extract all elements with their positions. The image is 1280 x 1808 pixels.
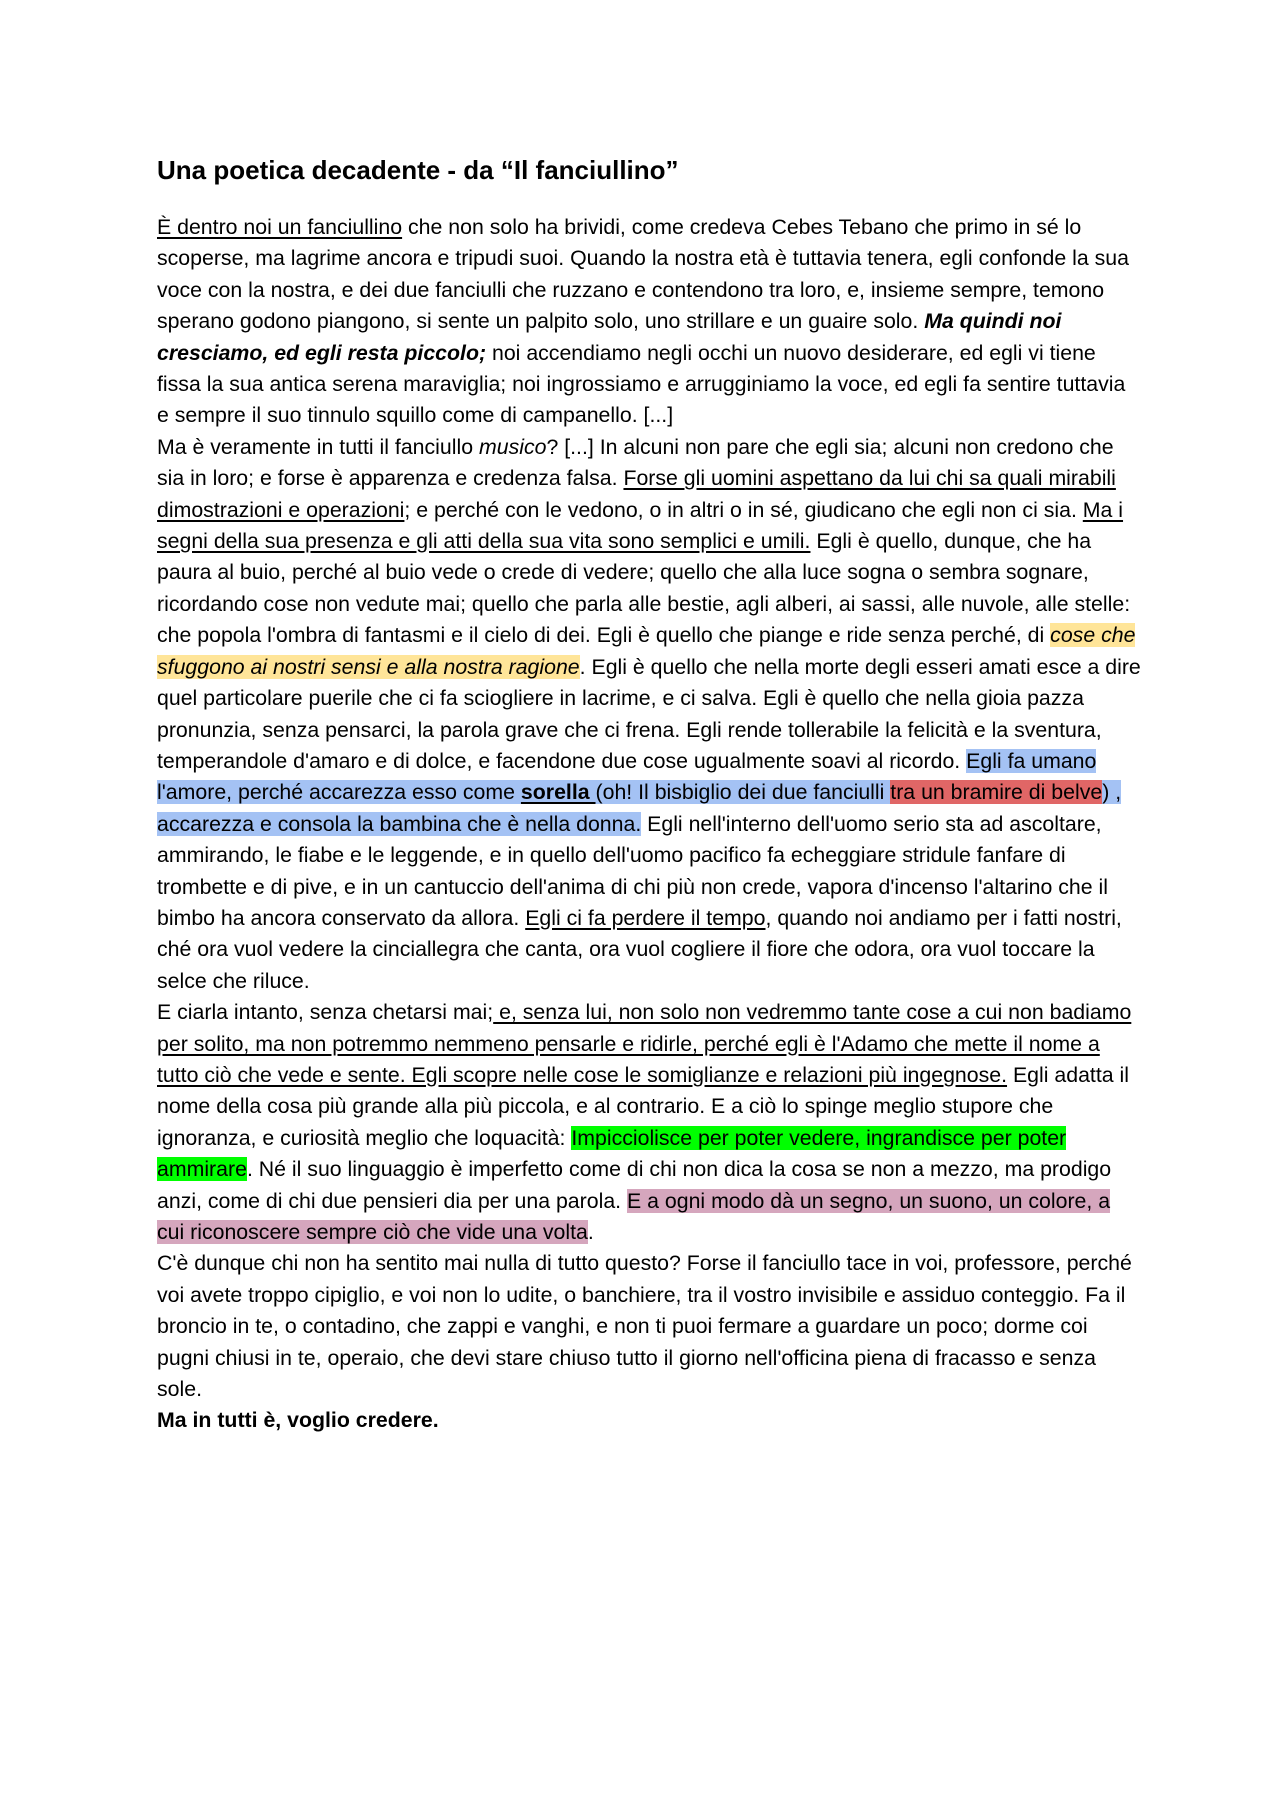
- underlined-text: Forse gli uomini aspettano da lui chi sa quali mirabili dimostrazioni e operazioni: [157, 466, 1116, 522]
- bold-italic-text: Ma quindi noi cresciamo, ed egli resta piccolo;: [157, 309, 1062, 365]
- text-span: ) , accarezza e consola la bambina che è nella donna.: [157, 780, 1122, 836]
- highlight-red: tra un bramire di belve: [890, 780, 1103, 805]
- closing-statement: [157, 1405, 1142, 1436]
- highlight-green: Impicciolisce per poter vedere, ingrandisce per poter ammirare: [157, 1125, 1067, 1182]
- paragraph-3: [157, 997, 1142, 1248]
- page-title: Una poetica decadente - da “Il fanciullino”: [157, 155, 679, 185]
- text-span: noi accendiamo negli occhi un nuovo desiderare, ed egli vi tiene fissa la sua antica serena maraviglia; noi ingrossiamo e arrugginiamo la voce, ed egli fa sentire tuttavia e sempre il suo tinnulo squillo come di campanello. [...]: [157, 340, 1126, 428]
- paragraph-1: [157, 212, 1142, 432]
- text-span: ? [...] In alcuni non pare che egli sia; alcuni non credono che sia in loro; e forse è apparenza e credenza falsa.: [157, 434, 1114, 491]
- text-span: Egli fa umano l'amore, perché accarezza esso come: [157, 748, 1097, 805]
- text-span: Egli nell'interno dell'uomo serio sta ad ascoltare, ammirando, le fiabe e le leggende, e in quello dell'uomo pacifico fa echeggiare stridule fanfare di trombette e di pive, e in un cantuccio dell'anima di chi più non crede, vapora d'incenso l'altarino che il bimbo ha ancora conservato da allora.: [157, 811, 1108, 930]
- highlight-yellow: cose che sfuggono ai nostri sensi e alla nostra ragione: [157, 623, 1136, 679]
- bold-underlined-text: sorella: [520, 780, 596, 805]
- text-span: che non solo ha brividi, come credeva Cebes Tebano che primo in sé lo scoperse, ma lagrime ancora e tripudi suoi. Quando la nostra età è tuttavia tenera, egli confonde la sua voce con la nostra, e dei due fanciulli che ruzzano e contendono tra loro, e, insieme sempre, temono sperano godono piangono, si sente un palpito solo, uno strillare e un guaire solo.: [157, 215, 1129, 334]
- underlined-text: Ma i segni della sua presenza e gli atti della sua vita sono semplici e umili.: [157, 497, 1124, 554]
- text-span: E ciarla intanto, senza chetarsi mai;: [157, 1000, 494, 1025]
- text-span: Ma è veramente in tutti il fanciullo: [157, 434, 479, 459]
- underlined-text: e, senza lui, non solo non vedremmo tante cose a cui non badiamo per solito, ma non potremmo nemmeno pensarle e ridirle, perché egli è l'Adamo che mette il nome a tutto ciò che vede e sente. Egli scopre nelle cose le somiglianze e relazioni più ingegnose.: [157, 1000, 1132, 1087]
- highlight-pink: E a ogni modo dà un segno, un suono, un colore, a cui riconoscere sempre ciò che vide una volta: [157, 1188, 1111, 1244]
- text-span: . Né il suo linguaggio è imperfetto come di chi non dica la cosa se non a mezzo, ma prodigo anzi, come di chi due pensieri dia per una parola.: [157, 1157, 1112, 1213]
- text-span: (oh! Il bisbiglio dei due fanciulli: [595, 780, 891, 805]
- text-span: Ma in tutti è, voglio credere.: [157, 1408, 439, 1433]
- document-body: [157, 212, 1142, 1437]
- paragraph-4: [157, 1248, 1142, 1405]
- text-span: .: [587, 1220, 594, 1244]
- text-span: . Egli è quello che nella morte degli esseri amati esce a dire quel particolare puerile che ci fa sciogliere in lacrime, e ci salva. Egli è quello che nella gioia pazza pronunzia, senza pensarci, la parola grave che ci frena. Egli rende tollerabile la felicità e la sventura, temperandole d'amaro e di dolce, e facendone due cose ugualmente soavi al ricordo.: [157, 654, 1141, 773]
- italic-text: musico: [478, 434, 547, 459]
- text-span: Egli adatta il nome della cosa più grande alla più piccola, e al contrario. E a ciò lo spinge meglio stupore che ignoranza, e curiosità meglio che loquacità:: [157, 1062, 1129, 1150]
- underlined-text: È dentro noi un fanciullino: [157, 215, 403, 239]
- text-span: C'è dunque chi non ha sentito mai nulla di tutto questo? Forse il fanciullo tace in voi, professore, perché voi avete troppo cipiglio, e voi non lo udite, o banchiere, tra il vostro invisibile e assiduo conteggio. Fa il broncio in te, o contadino, che zappi e vanghi, e non ti puoi fermare a guardare un poco; dorme coi pugni chiusi in te, operaio, che devi stare chiuso tutto il giorno nell'officina piena di fracasso e senza sole.: [157, 1251, 1132, 1402]
- underlined-text: Egli ci fa perdere il tempo: [525, 905, 766, 930]
- text-span: , quando noi andiamo per i fatti nostri, ché ora vuol vedere la cinciallegra che canta, ora vuol cogliere il fiore che odora, ora vuol toccare la selce che riluce.: [157, 905, 1122, 993]
- paragraph-2: [157, 432, 1142, 997]
- text-span: ; e perché con le vedono, o in altri o in sé, giudicano che egli non ci sia.: [404, 497, 1083, 522]
- text-span: Egli è quello, dunque, che ha paura al buio, perché al buio vede o crede di vedere; quello che alla luce sogna o sembra sognare, ricordando cose non vedute mai; quello che parla alle bestie, agli alberi, ai sassi, alle nuvole, alle stelle: che popola l'ombra di fantasmi e il cielo di dei. Egli è quello che piange e ride senza perché, di: [157, 529, 1131, 648]
